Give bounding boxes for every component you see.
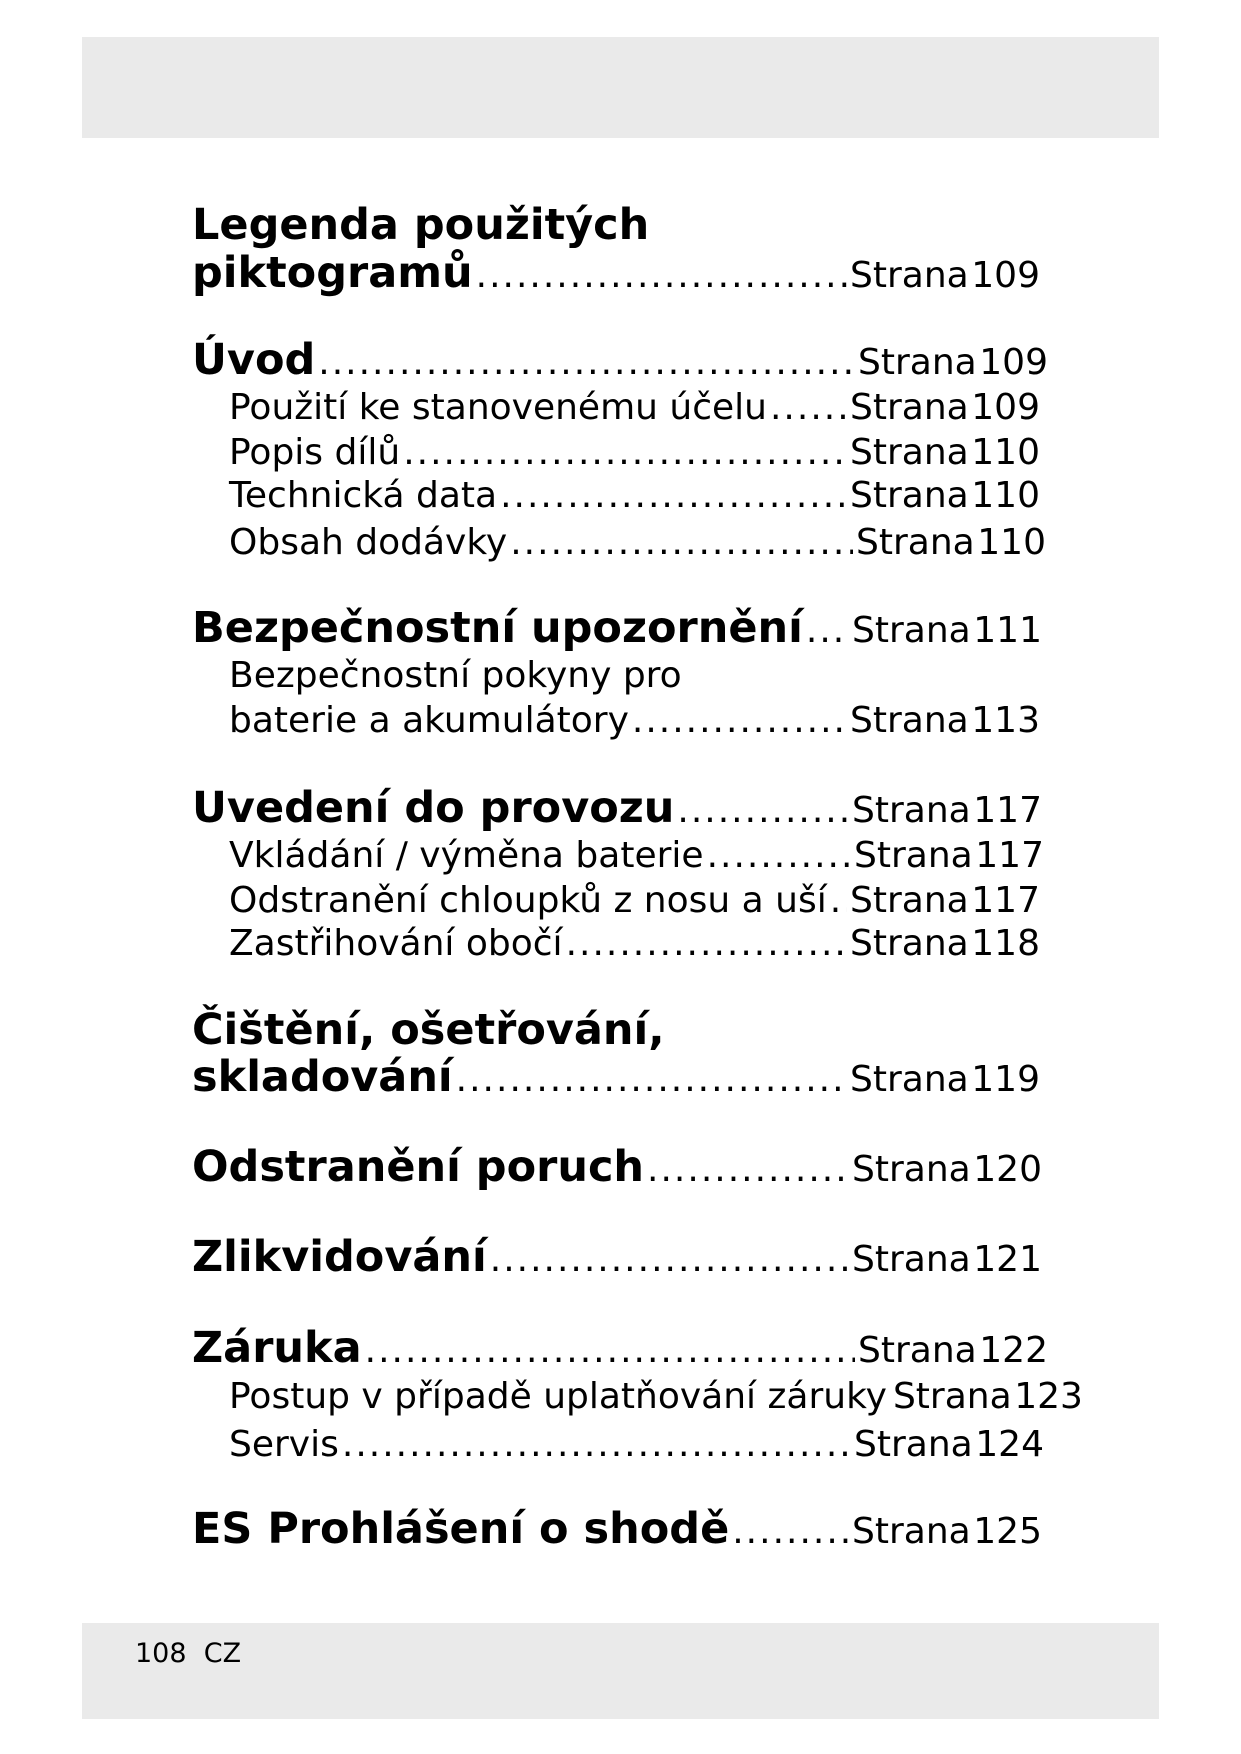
dot-leader	[403, 432, 847, 473]
page-footer	[135, 1640, 241, 1667]
toc-subentry-title: Vkládání / výměna baterie	[229, 835, 704, 876]
dot-leader	[318, 342, 855, 383]
toc-entry-zaruka[interactable]	[192, 1323, 1048, 1373]
dot-leader	[500, 475, 847, 516]
dot-leader	[566, 923, 847, 964]
toc-subentry[interactable]	[192, 1376, 1083, 1417]
page-label: Strana	[852, 610, 971, 651]
toc-heading-zaruka: Záruka	[192, 1323, 362, 1373]
page-label: Strana	[852, 1511, 971, 1552]
dot-leader	[632, 700, 847, 741]
page-number: 117	[975, 835, 1044, 876]
dot-leader	[707, 835, 851, 876]
toc-heading-uvod: Úvod	[192, 335, 316, 385]
dot-leader	[770, 387, 847, 428]
dot-leader	[365, 1330, 855, 1371]
toc-subentry-title: Odstranění chloupků z nosu a uší	[229, 880, 827, 921]
dot-leader	[647, 1149, 849, 1190]
dot-leader	[732, 1511, 849, 1552]
page-number: 111	[973, 610, 1042, 651]
page-number: 117	[973, 790, 1042, 831]
page-number: 110	[971, 475, 1040, 516]
page-number: 121	[973, 1239, 1042, 1280]
page-label: Strana	[850, 255, 969, 296]
page-number: 109	[971, 387, 1040, 428]
toc-heading-likvidace: Zlikvidování	[192, 1232, 487, 1282]
toc-subentry[interactable]	[192, 923, 1040, 964]
toc-heading-prohlaseni: ES Prohlášení o shodě	[192, 1504, 730, 1554]
toc-subentry[interactable]	[192, 522, 1046, 563]
dot-leader	[456, 1059, 847, 1100]
toc-heading-cisteni-line2: skladování	[192, 1052, 453, 1102]
page-number: 124	[975, 1424, 1044, 1465]
toc-subentry-title: Zastřihování obočí	[229, 923, 563, 964]
page-number: 122	[979, 1330, 1048, 1371]
page-label: Strana	[850, 387, 969, 428]
page-label: Strana	[850, 880, 969, 921]
toc-subentry-title: baterie a akumulátory	[229, 700, 629, 741]
toc-subentry[interactable]	[192, 1424, 1044, 1465]
page-number: 119	[971, 1059, 1040, 1100]
toc-heading-legenda-line2: piktogramů	[192, 248, 473, 298]
page-number: 123	[1014, 1376, 1083, 1417]
header-band	[82, 37, 1159, 138]
toc-subentry[interactable]	[192, 387, 1040, 428]
footer-page-number: 108	[135, 1638, 187, 1669]
dot-leader	[806, 610, 849, 651]
dot-leader	[510, 522, 853, 563]
toc-subentry-title: Obsah dodávky	[229, 522, 508, 563]
page-label: Strana	[892, 1376, 1012, 1417]
page-number: 125	[973, 1511, 1042, 1552]
dot-leader	[342, 1424, 851, 1465]
page-label: Strana	[850, 475, 969, 516]
toc-heading-bezpecnost: Bezpečnostní upozornění	[192, 603, 803, 653]
page-label: Strana	[850, 923, 969, 964]
toc-entry-bezpecnost[interactable]	[192, 603, 1042, 653]
page-number: 118	[971, 923, 1040, 964]
dot-leader	[490, 1239, 849, 1280]
page-label: Strana	[852, 1149, 971, 1190]
footer-language: CZ	[203, 1638, 242, 1669]
toc-entry-legenda[interactable]	[192, 248, 1040, 298]
toc-subentry-title: Technická data	[229, 475, 498, 516]
page-label: Strana	[858, 342, 977, 383]
dot-leader	[677, 790, 849, 831]
dot-leader	[830, 880, 847, 921]
toc-subentry[interactable]	[192, 475, 1040, 516]
page-label: Strana	[854, 835, 973, 876]
toc-subentry[interactable]	[192, 432, 1040, 473]
toc-subentry-title: Použití ke stanovenému účelu	[229, 387, 767, 428]
page-number: 110	[971, 432, 1040, 473]
page-label: Strana	[854, 1424, 973, 1465]
page-label: Strana	[852, 790, 971, 831]
toc-heading-legenda-line1: Legenda použitých	[192, 200, 650, 250]
toc-subentry-title: Postup v případě uplatňování záruky	[229, 1376, 887, 1417]
page-label: Strana	[856, 522, 975, 563]
toc-entry-uvedeni[interactable]	[192, 783, 1042, 833]
toc-subentry[interactable]	[192, 880, 1040, 921]
toc-subentry[interactable]	[192, 700, 1040, 741]
toc-subentry[interactable]	[192, 835, 1044, 876]
page-number: 120	[973, 1149, 1042, 1190]
toc-heading-poruchy: Odstranění poruch	[192, 1142, 645, 1192]
toc-subentry-title: Servis	[229, 1424, 339, 1465]
page-label: Strana	[852, 1239, 971, 1280]
toc-entry-prohlaseni[interactable]	[192, 1504, 1042, 1554]
page-number: 113	[971, 700, 1040, 741]
toc-subentry-bezpecnost-line1: Bezpečnostní pokyny pro	[229, 655, 682, 696]
toc-entry-cisteni[interactable]	[192, 1052, 1040, 1102]
page-number: 110	[977, 522, 1046, 563]
page-number: 109	[979, 342, 1048, 383]
toc-entry-poruchy[interactable]	[192, 1142, 1042, 1192]
page-label: Strana	[850, 700, 969, 741]
footer-band	[82, 1623, 1159, 1719]
dot-leader	[476, 255, 847, 296]
page-number: 117	[971, 880, 1040, 921]
page-label: Strana	[858, 1330, 977, 1371]
page-label: Strana	[850, 1059, 969, 1100]
toc-heading-uvedeni: Uvedení do provozu	[192, 783, 675, 833]
toc-entry-uvod[interactable]	[192, 335, 1048, 385]
toc-subentry-title: Popis dílů	[229, 432, 401, 473]
page-number: 109	[971, 255, 1040, 296]
toc-entry-likvidace[interactable]	[192, 1232, 1042, 1282]
page-label: Strana	[850, 432, 969, 473]
toc-heading-cisteni-line1: Čištění, ošetřování,	[192, 1005, 665, 1055]
